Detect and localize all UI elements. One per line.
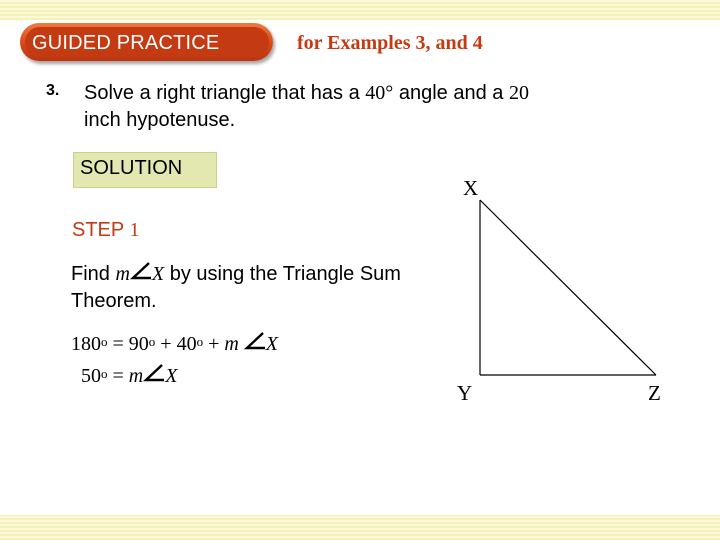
top-decorative-band xyxy=(0,0,720,20)
angle-symbol-icon xyxy=(143,364,165,382)
triangle-hypotenuse-xz xyxy=(480,200,656,375)
header-subtitle: for Examples 3, and 4 xyxy=(297,32,483,54)
solution-label: SOLUTION xyxy=(80,157,183,179)
angle-symbol-icon xyxy=(130,262,152,280)
step-label: STEP xyxy=(72,219,124,241)
instruction-part2: by using the Triangle Sum Theorem. xyxy=(71,263,401,312)
problem-number: 3. xyxy=(46,82,60,99)
eq1-x: X xyxy=(265,333,279,355)
eq1-degree-2: o xyxy=(148,334,156,349)
eq1-m: m xyxy=(224,333,239,355)
eq2-degree: o xyxy=(101,366,108,381)
vertex-label-x: X xyxy=(463,176,479,200)
step-number: 1 xyxy=(129,219,140,241)
vertex-label-y: Y xyxy=(457,381,473,405)
eq1-plus-2: + xyxy=(203,333,225,355)
eq1-degree-1: o xyxy=(101,334,108,349)
problem-angle-value: 40° xyxy=(365,82,394,104)
step-heading xyxy=(72,217,139,243)
eq2-x: X xyxy=(165,365,178,387)
equation-line-2 xyxy=(81,361,177,389)
eq1-40: 40 xyxy=(176,333,197,355)
vertex-label-z: Z xyxy=(648,381,661,405)
bottom-decorative-band xyxy=(0,515,720,540)
eq2-m: m xyxy=(128,365,144,387)
problem-text-part2: angle and a xyxy=(393,82,509,104)
problem-hypotenuse-value: 20 xyxy=(508,82,529,104)
eq1-plus-1: + xyxy=(155,333,177,355)
instruction-m: m xyxy=(115,263,130,285)
eq1-90: 90 xyxy=(128,333,149,355)
eq1-equals: = xyxy=(107,333,129,355)
problem-text-part1: Solve a right triangle that has a xyxy=(84,82,366,104)
equation-line-1 xyxy=(71,329,278,357)
problem-statement xyxy=(84,80,684,134)
eq2-equals: = xyxy=(107,365,129,387)
header-title: GUIDED PRACTICE xyxy=(32,32,220,54)
instruction-x: X xyxy=(151,263,165,285)
step-instruction xyxy=(71,261,471,315)
angle-symbol-icon xyxy=(244,332,266,350)
eq2-50: 50 xyxy=(81,365,101,387)
instruction-part1: Find xyxy=(71,263,116,285)
eq1-180: 180 xyxy=(71,333,101,355)
problem-text-part3: inch hypotenuse. xyxy=(84,109,236,131)
eq1-degree-3: o xyxy=(196,334,204,349)
